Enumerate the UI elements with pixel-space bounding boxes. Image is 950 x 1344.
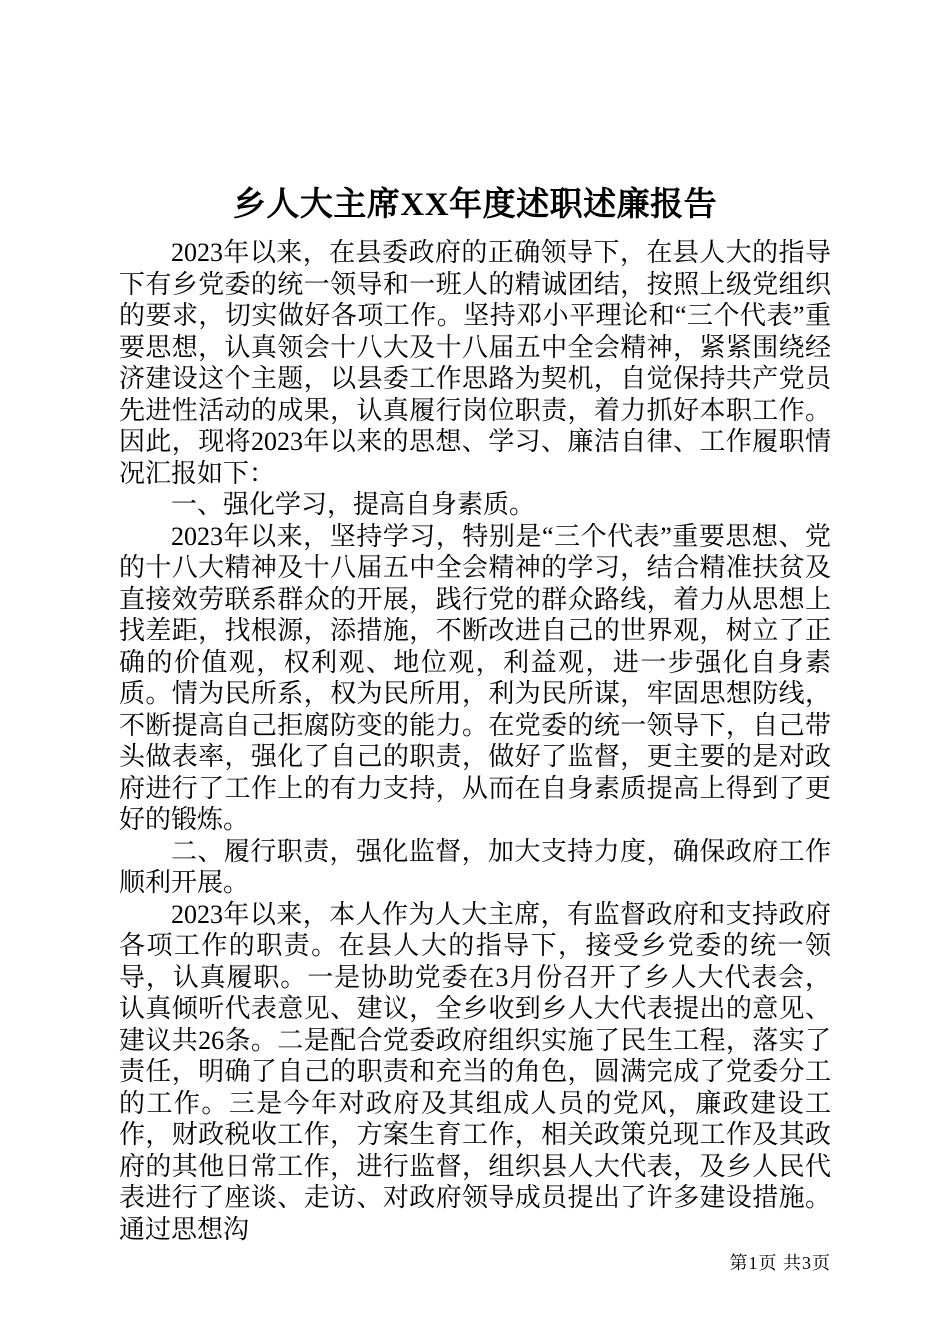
document-content — [119, 183, 831, 1245]
paragraph-section-1: 2023年以来，坚持学习，特别是“三个代表”重要思想、党的十八大精神及十八届五中全会精神的学习，结合精准扶贫及直接效劳联系群众的开展，践行党的群众路线，着力从思想上找差距，找根源，添措施，不断改进自己的世界观，树立了正确的价值观，权利观、地位观，利益观，进一步强化自身素质。情为民所系，权为民所用，利为民所谋，牢固思想防线，不断提高自己拒腐防变的能力。在党委的统一领导下，自己带头做表率，强化了自己的职责，做好了监督，更主要的是对政府进行了工作上的有力支持，从而在自身素质提高上得到了更好的锻炼。 — [119, 521, 831, 834]
paragraph-intro: 2023年以来，在县委政府的正确领导下，在县人大的指导下有乡党委的统一领导和一班人的精诚团结，按照上级党组织的要求，切实做好各项工作。坚持邓小平理论和“三个代表”重要思想，认真领会十八大及十八届五中全会精神，紧紧围绕经济建设这个主题，以县委工作思路为契机，自觉保持共产党员先进性活动的成果，认真履行岗位职责，着力抓好本职工作。因此，现将2023年以来的思想、学习、廉洁自律、工作履职情况汇报如下： — [119, 238, 831, 488]
section-heading-2: 二、履行职责，强化监督，加大支持力度，确保政府工作顺利开展。 — [119, 836, 831, 897]
section-heading-1: 一、强化学习，提高自身素质。 — [171, 490, 536, 519]
document-title: 乡人大主席XX年度述职述廉报告 — [232, 187, 718, 223]
document-body — [119, 237, 831, 1245]
page-number-indicator: 第1页 共3页 — [729, 1253, 831, 1273]
paragraph-section-2: 2023年以来，本人作为人大主席，有监督政府和支持政府各项工作的职责。在县人大的指导下，接受乡党委的统一领导，认真履职。一是协助党委在3月份召开了乡人大代表会，认真倾听代表意见、建议，全乡收到乡人大代表提出的意见、建议共26条。二是配合党委政府组织实施了民生工程，落实了责任，明确了自己的职责和充当的角色，圆满完成了党委分工的工作。三是今年对政府及其组成人员的党风，廉政建设工作，财政税收工作，方案生育工作，相关政策兑现工作及其政府的其他日常工作，进行监督，组织县人大代表，及乡人民代表进行了座谈、走访、对政府领导成员提出了许多建设措施。通过思想沟 — [119, 899, 831, 1244]
